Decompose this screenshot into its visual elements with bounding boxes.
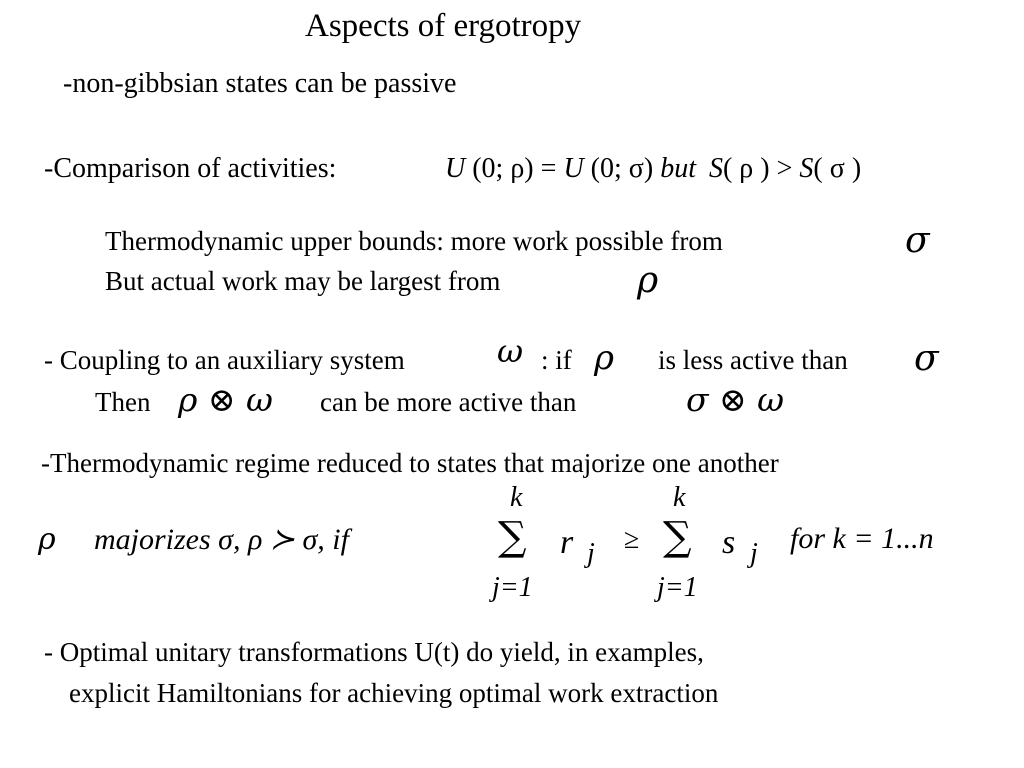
maj-term1: r (560, 524, 574, 561)
bounds-line1: Thermodynamic upper bounds: more work possible from (105, 226, 723, 256)
formula-eq: = (540, 153, 557, 184)
majorize-text: -Thermodynamic regime reduced to states that majorize one another (41, 448, 779, 478)
coupling-rho-otimes-omega: ρ ⊗ ω (178, 380, 273, 419)
coupling-more-active: can be more active than (320, 387, 577, 417)
formula-arg4: ( σ ) (813, 153, 862, 184)
coupling-omega: ω (497, 332, 524, 370)
maj-rho: ρ (38, 522, 56, 557)
maj-range: for k = 1...n (790, 522, 934, 555)
formula-u2: U (563, 153, 584, 184)
majorization-formula (0, 480, 1024, 610)
maj-upper1: k (510, 482, 523, 513)
optimal-line2: explicit Hamiltonians for achieving optimal work extraction (69, 678, 719, 708)
bullet-nongibbsian: -non-gibbsian states can be passive (63, 68, 457, 99)
maj-lower1: j=1 (492, 572, 533, 603)
formula-s1: S (708, 153, 723, 184)
formula-but: but (660, 153, 696, 184)
bounds-rho: ρ (637, 260, 659, 301)
formula-u1: U (445, 153, 466, 184)
formula-arg2: (0; σ) (590, 153, 654, 184)
maj-sum2: ∑ (663, 514, 692, 560)
coupling-sigma: σ (914, 338, 939, 379)
maj-sub2: j (750, 538, 758, 569)
comparison-formula (445, 153, 861, 185)
coupling-if: : if (541, 345, 572, 375)
slide-title: Aspects of ergotropy (305, 8, 582, 44)
maj-geq: ≥ (624, 524, 640, 555)
formula-s2: S (799, 153, 814, 184)
formula-arg3: ( ρ ) (722, 153, 770, 184)
coupling-sigma-otimes-omega: σ ⊗ ω (686, 380, 785, 419)
maj-term2: s (722, 524, 736, 561)
maj-upper2: k (673, 482, 686, 513)
maj-majorizes: majorizes σ, ρ ≻ σ, if (94, 523, 349, 556)
bounds-line2: But actual work may be largest from (105, 266, 501, 296)
maj-sub1: j (587, 538, 595, 569)
comparison-label: -Comparison of activities: (44, 153, 337, 184)
coupling-rho: ρ (594, 338, 614, 378)
maj-sum1: ∑ (498, 514, 527, 560)
optimal-line1: - Optimal unitary transformations U(t) do yield, in examples, (44, 637, 704, 667)
bounds-sigma: σ (905, 220, 930, 261)
coupling-then: Then (95, 387, 151, 417)
formula-gt: > (776, 153, 793, 184)
formula-arg1: (0; ρ) (472, 153, 534, 184)
maj-lower2: j=1 (657, 572, 698, 603)
coupling-prefix: - Coupling to an auxiliary system (44, 345, 405, 375)
coupling-less-active: is less active than (658, 345, 848, 375)
